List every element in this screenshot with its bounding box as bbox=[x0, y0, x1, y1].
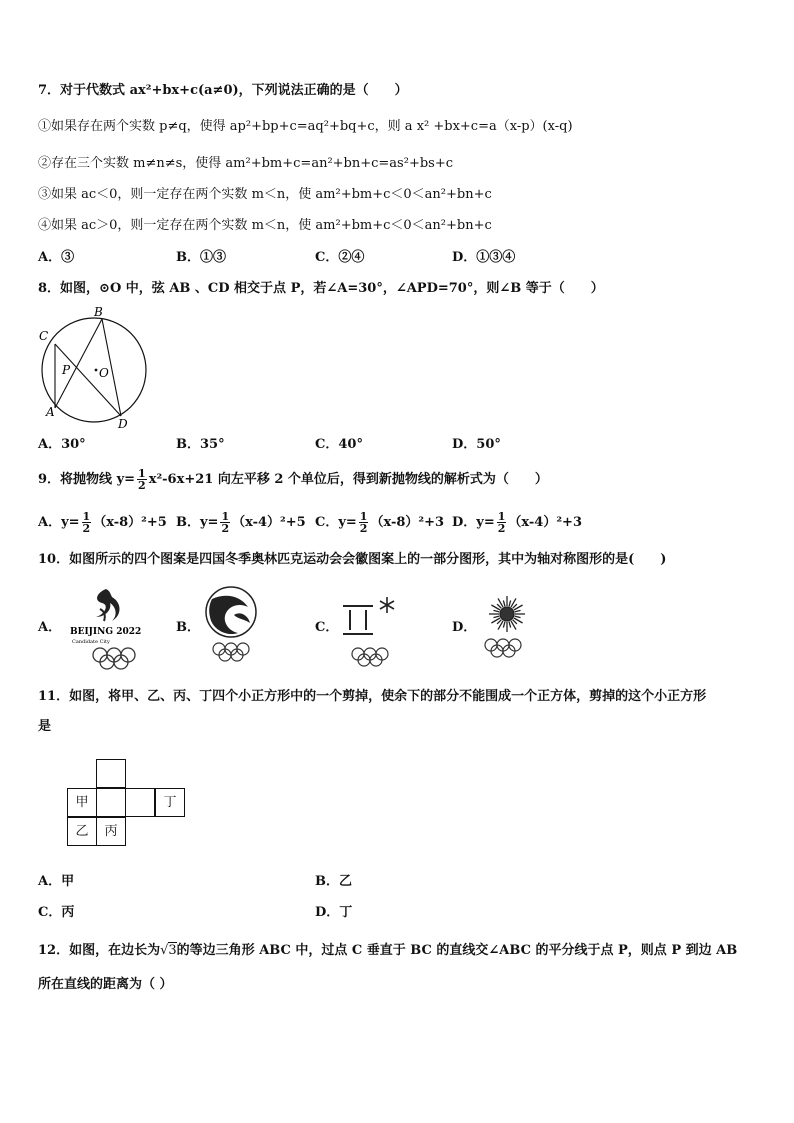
q9-option-a-fraction bbox=[82, 511, 92, 534]
fraction-num: 1 bbox=[497, 510, 506, 523]
label-p: P bbox=[62, 363, 71, 377]
q12-stem bbox=[38, 942, 737, 960]
olympic-rings bbox=[213, 643, 249, 661]
net-cell-bing: 丙 bbox=[96, 817, 126, 846]
snowflake-ray bbox=[509, 600, 511, 606]
center-dot bbox=[95, 369, 98, 372]
q11-option-c[interactable]: C．丙 bbox=[38, 905, 75, 920]
q10-option-b[interactable]: B． bbox=[176, 620, 200, 635]
snowflake-ray bbox=[497, 604, 501, 608]
net-cell-top bbox=[96, 759, 126, 788]
q10-option-d[interactable]: D． bbox=[452, 620, 477, 635]
gate-emblem bbox=[340, 596, 406, 670]
label-o: O bbox=[99, 366, 109, 380]
q7-statement-1: ①如果存在两个实数 p≠q，使得 ap²+bp+c=aq²+bq+c，则 a x² +bx+c=a（x-p）(x-q) bbox=[38, 119, 573, 134]
fraction-num: 1 bbox=[221, 510, 230, 523]
q7-option-c[interactable]: C．②④ bbox=[315, 250, 365, 265]
snowflake-emblem bbox=[478, 592, 536, 664]
q9-option-d[interactable] bbox=[452, 511, 582, 535]
q8-circle-figure bbox=[36, 304, 156, 432]
snowflake-ray bbox=[503, 600, 505, 606]
q7-option-b[interactable]: B．①③ bbox=[176, 250, 226, 265]
label-a: A bbox=[46, 405, 55, 419]
q9-stem-post: x²-6x+21 向左平移 2 个单位后，得到新抛物线的解析式为（ ） bbox=[148, 472, 548, 487]
q9-option-a-post: （x-8）²+5 bbox=[93, 515, 167, 530]
q12-stem-line-2: 所在直线的距离为（ ） bbox=[38, 977, 173, 992]
olympic-rings bbox=[93, 648, 135, 669]
q7-statement-2: ②存在三个实数 m≠n≠s，使得 am²+bm+c=an²+bn+c=as²+bs+c bbox=[38, 156, 453, 171]
q10-stem: 10．如图所示的四个图案是四国冬季奥林匹克运动会会徽图案上的一部分图形，其中为轴对称图形的是( ) bbox=[38, 552, 667, 567]
q8-option-b[interactable]: B．35° bbox=[176, 437, 225, 452]
snowflake-ray bbox=[515, 610, 521, 612]
snowflake-ray bbox=[513, 604, 517, 608]
q9-option-c-post: （x-8）²+3 bbox=[370, 515, 445, 530]
olympic-rings bbox=[352, 648, 388, 666]
q7-stem: 7．对于代数式 ax²+bx+c(a≠0)，下列说法正确的是（ ） bbox=[38, 83, 408, 98]
emblem-figure-shape bbox=[96, 589, 120, 621]
snowflake-icon bbox=[489, 596, 525, 632]
fraction-den: 2 bbox=[359, 522, 368, 535]
net-cell-yi: 乙 bbox=[67, 817, 97, 846]
snowflake-ray bbox=[493, 616, 499, 618]
q8-option-c[interactable]: C．40° bbox=[315, 437, 363, 452]
q12-stem-post: 的等边三角形 ABC 中，过点 C 垂直于 BC 的直线交∠ABC 的平分线于点 P，则点 P 到边 AB bbox=[176, 943, 738, 958]
q9-fraction-num: 1 bbox=[138, 467, 146, 480]
q12-stem-pre: 12．如图，在边长为 bbox=[38, 943, 161, 958]
q8-option-a[interactable]: A．30° bbox=[38, 437, 86, 452]
star-icon bbox=[380, 597, 394, 613]
q9-option-b-pre: B．y= bbox=[176, 515, 219, 530]
fraction-den: 2 bbox=[221, 522, 230, 535]
q7-option-d[interactable]: D．①③④ bbox=[452, 250, 516, 265]
q9-stem-pre: 9．将抛物线 y= bbox=[38, 472, 136, 487]
q8-option-d[interactable]: D．50° bbox=[452, 437, 501, 452]
q11-option-b[interactable]: B．乙 bbox=[315, 874, 352, 889]
q9-option-b-post: （x-4）²+5 bbox=[232, 515, 306, 530]
q9-option-c-pre: C．y= bbox=[315, 515, 357, 530]
q10-option-c[interactable]: C． bbox=[315, 620, 339, 635]
q11-stem: 11．如图，将甲、乙、丙、丁四个小正方形中的一个剪掉，使余下的部分不能围成一个正方体，剪掉的这个小正方形 bbox=[38, 689, 707, 704]
fraction-num: 1 bbox=[359, 510, 368, 523]
fraction-den: 2 bbox=[82, 522, 91, 535]
snowflake-ray bbox=[497, 620, 501, 624]
beijing-2022-emblem bbox=[66, 585, 162, 671]
q12-sqrt: √3 bbox=[160, 943, 177, 958]
q9-option-c-fraction bbox=[359, 511, 369, 534]
q9-fraction bbox=[137, 468, 147, 491]
q11-option-a[interactable]: A．甲 bbox=[38, 874, 75, 889]
swirl-emblem bbox=[198, 585, 264, 665]
q9-option-d-pre: D．y= bbox=[452, 515, 495, 530]
net-cell-ding: 丁 bbox=[155, 788, 185, 817]
q7-statement-3: ③如果 ac＜0，则一定存在两个实数 m＜n，使 am²+bm+c＜0＜an²+bn+c bbox=[38, 187, 492, 202]
q7-option-a[interactable]: A．③ bbox=[38, 250, 75, 265]
snowflake-ray bbox=[515, 616, 521, 618]
snowflake-ray bbox=[493, 610, 499, 612]
fraction-num: 1 bbox=[82, 510, 91, 523]
label-c: C bbox=[39, 329, 49, 343]
q9-stem bbox=[38, 468, 548, 492]
q10-option-a[interactable]: A． bbox=[38, 620, 62, 635]
q9-option-b[interactable] bbox=[176, 511, 306, 535]
snowflake-ray bbox=[513, 620, 517, 624]
fraction-den: 2 bbox=[497, 522, 506, 535]
snowflake-ray bbox=[503, 622, 505, 628]
q7-statement-4: ④如果 ac＞0，则一定存在两个实数 m＜n，使 am²+bm+c＜0＜an²+bn+c bbox=[38, 218, 492, 233]
emblem-text: BEIJING 2022 bbox=[70, 627, 142, 637]
snowflake-ray bbox=[509, 622, 511, 628]
q8-stem: 8．如图，⊙O 中，弦 AB 、CD 相交于点 P，若∠A=30°，∠APD=70°，则∠B 等于（ ） bbox=[38, 281, 604, 296]
q12-sqrt-value: 3 bbox=[168, 943, 177, 958]
q9-option-b-fraction bbox=[220, 511, 230, 534]
label-d: D bbox=[118, 417, 128, 431]
q9-fraction-den: 2 bbox=[138, 479, 146, 492]
net-cell-jia: 甲 bbox=[67, 788, 97, 817]
net-cell-middle-2 bbox=[125, 788, 155, 817]
net-cell-middle-1 bbox=[96, 788, 126, 817]
q11-stem-continued: 是 bbox=[38, 719, 52, 734]
q9-option-a[interactable] bbox=[38, 511, 167, 535]
emblem-subtext: Candidate City bbox=[72, 639, 110, 645]
q9-option-a-pre: A．y= bbox=[38, 515, 80, 530]
q9-option-d-post: （x-4）²+3 bbox=[508, 515, 582, 530]
chord-cd bbox=[55, 344, 121, 416]
q9-option-d-fraction bbox=[497, 511, 507, 534]
q11-option-d[interactable]: D．丁 bbox=[315, 905, 353, 920]
label-b: B bbox=[94, 305, 103, 319]
q9-option-c[interactable] bbox=[315, 511, 444, 535]
olympic-rings bbox=[485, 639, 521, 657]
